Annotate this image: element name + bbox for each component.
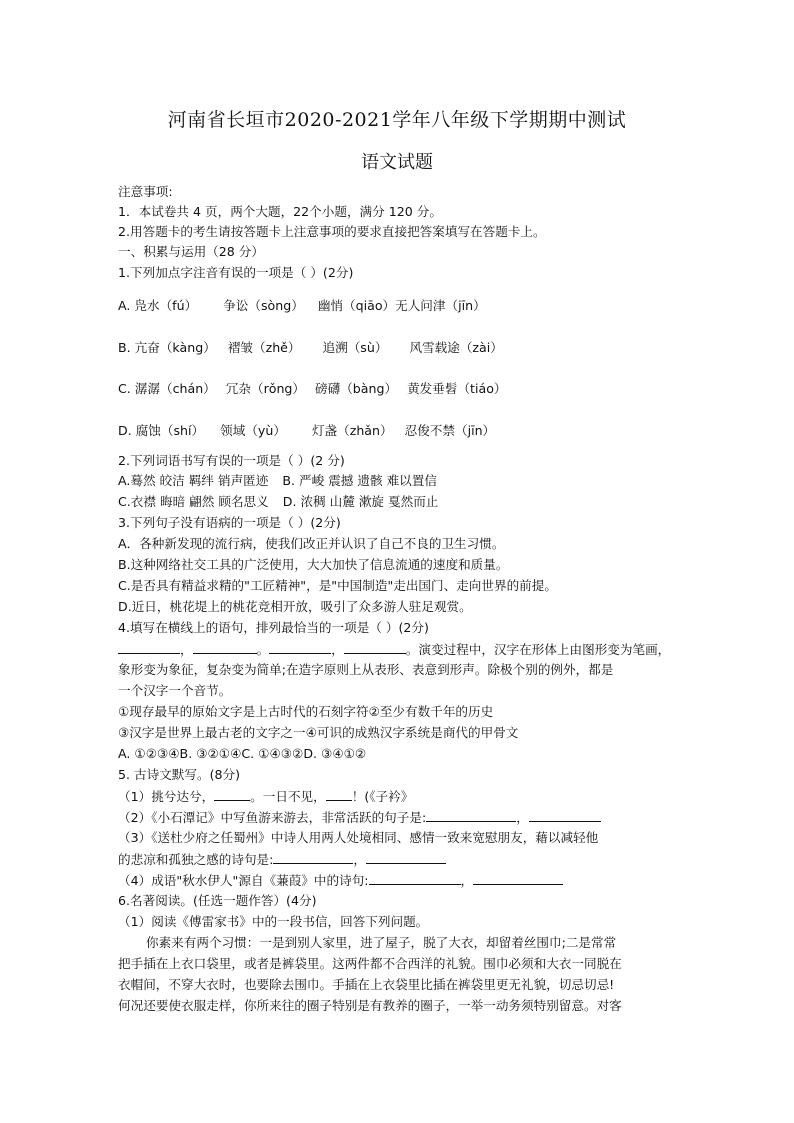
q1-option-a — [118, 298, 486, 314]
q4-text-line: 象形变为象征，复杂变为简单;在造字原则上从表形、表意到形声。除极个别的例外，都是 — [118, 662, 614, 677]
q6-stem: 6.名著阅读。(任选一题作答）(4分) — [118, 893, 317, 908]
q2-row-1 — [118, 473, 437, 489]
answer-blank[interactable] — [366, 851, 446, 864]
q5-item-3-cont — [118, 851, 446, 868]
q1-d-part: 忍俊不禁（jīn） — [404, 423, 496, 438]
answer-blank[interactable] — [118, 641, 180, 654]
q1-d-part: 灯盏（zhǎn） — [311, 423, 393, 438]
q6-passage-line: 衣帽间，不穿大衣时，也要除去围巾。手插在上衣袋里比插在裤袋里更无礼貌，切忌切忌! — [118, 977, 615, 992]
q1-a-part: 幽悄（qiāo）无人问津（jīn） — [317, 298, 486, 313]
q3-stem: 3.下列句子没有语病的一项是（ ）(2分) — [118, 515, 341, 530]
q1-b-part: 褶皱（zhě） — [227, 340, 301, 355]
q6-sub-1: （1）阅读《傅雷家书》中的一段书信，回答下列问题。 — [118, 914, 429, 929]
q5-text: （2）《小石潭记》中写鱼游来游去，非常活跃的句子是: — [118, 810, 427, 825]
q6-passage-line: 把手插在上衣口袋里，或者是裤袋里。这两件都不合西洋的礼貌。围巾必须和大衣一同脱在 — [118, 956, 622, 971]
q5-item-4 — [118, 872, 563, 889]
q1-b-part: B. 亢奋（kàng） — [118, 340, 216, 355]
q5-stem: 5. 古诗文默写。(8分) — [118, 767, 241, 782]
q5-text: （1）挑兮达兮， — [118, 789, 215, 804]
q3-option-d: D.近日，桃花堤上的桃花竞相开放，吸引了众多游人驻足观赏。 — [118, 599, 472, 614]
q1-b-part: 追溯（sù） — [322, 340, 388, 355]
q5-text: （4）成语"秋水伊人"源自《蒹葭》中的诗句: — [118, 873, 369, 888]
q2-option-c: C.衣襟 晦暗 翩然 顾名思义 — [118, 494, 269, 509]
q5-separator: ， — [460, 873, 474, 888]
q5-separator: ， — [353, 852, 366, 867]
q1-option-b — [118, 340, 503, 356]
q2-row-2 — [118, 494, 438, 510]
notes-item-1: 1．本试卷共 4 页，两个大题，22个小题，满分 120 分。 — [118, 204, 442, 219]
q1-c-part: 冗杂（rǒng） — [225, 381, 306, 396]
q6-passage-line: 你素来有两个习惯：一是到别人家里，进了屋子，脱了大衣，却留着丝围巾;二是常常 — [146, 935, 617, 950]
q1-c-part: 磅礴（bàng） — [315, 381, 398, 396]
q3-option-a: A．各种新发现的流行病，使我们改正并认识了自己不良的卫生习惯。 — [118, 536, 505, 551]
q2-option-b: B. 严峻 震撼 遗骸 难以置信 — [282, 473, 437, 488]
page-subtitle: 语文试题 — [361, 152, 433, 173]
q5-item-2 — [118, 809, 601, 826]
q4-choices: A. ①②③④B. ③②①④C. ①④③②D. ③④①② — [118, 746, 367, 761]
notes-item-2: 2.用答题卡的考生请按答题卡上注意事项的要求直接把答案填写在答题卡上。 — [118, 224, 546, 239]
q1-c-part: C. 潺潺（chán） — [118, 381, 216, 396]
q4-sentence-options: ③汉字是世界上最古老的文字之一④可识的成熟汉字系统是商代的甲骨文 — [118, 725, 519, 740]
q2-stem: 2.下列词语书写有误的一项是（ ）(2 分) — [118, 453, 345, 468]
q3-option-c: C.是否具有精益求精的"工匠精神"，是"中国制造"走出国门、走向世界的前提。 — [118, 578, 557, 593]
q3-option-b: B.这种网络社交工具的广泛使用，大大加快了信息流通的速度和质量。 — [118, 557, 509, 572]
q5-item-3: （3）《送杜少府之任蜀州》中诗人用两人处境相同、感情一致来宽慰朋友，藉以减轻他 — [118, 830, 599, 845]
answer-blank[interactable] — [214, 788, 250, 801]
q5-text: ！(《子衿》 — [351, 789, 414, 804]
q1-a-part: 争讼（sòng） — [223, 298, 304, 313]
answer-blank[interactable] — [529, 809, 601, 822]
answer-blank[interactable] — [326, 788, 352, 801]
answer-blank[interactable] — [193, 641, 257, 654]
q1-option-d — [118, 423, 495, 439]
q4-separator: ， — [331, 642, 344, 657]
q4-text: 。演变过程中，汉字在形体上由图形变为笔画， — [405, 642, 671, 657]
q5-separator: ， — [516, 810, 529, 825]
answer-blank[interactable] — [426, 809, 516, 822]
q5-text: 的悲凉和孤独之感的诗句是: — [118, 852, 274, 867]
q1-a-part: A. 凫水（fú） — [118, 298, 198, 313]
q6-passage-line: 何况还要使衣服走样，你所来往的圈子特别是有教养的圈子，一举一动务须特别留意。对客 — [118, 998, 622, 1013]
q2-option-d: D. 浓稠 山麓 漱旋 戛然而止 — [282, 494, 439, 509]
q1-c-part: 黄发垂髫（tiáo） — [407, 381, 507, 396]
q4-blank-line — [118, 641, 670, 658]
q1-b-part: 风雪载途（zài） — [409, 340, 503, 355]
q4-text-line: 一个汉字一个音节。 — [118, 683, 232, 698]
answer-blank[interactable] — [273, 851, 353, 864]
q1-d-part: D. 腐蚀（shí） — [118, 423, 205, 438]
page-title: 河南省长垣市2020-2021学年八年级下学期期中测试 — [167, 109, 627, 131]
answer-blank[interactable] — [473, 872, 563, 885]
q4-separator: 。 — [256, 642, 270, 657]
section-1-heading: 一、积累与运用（28 分） — [118, 244, 264, 259]
answer-blank[interactable] — [369, 872, 461, 885]
answer-blank[interactable] — [344, 641, 406, 654]
q5-item-1 — [118, 788, 413, 805]
q1-d-part: 领域（yù） — [220, 423, 286, 438]
q5-text: 。一日不见， — [250, 789, 326, 804]
q4-stem: 4.填写在横线上的语句，排列最恰当的一项是（ ）(2分) — [118, 620, 429, 635]
q2-option-a: A.蓦然 皎洁 羁绊 销声匿迹 — [118, 473, 269, 488]
notes-heading: 注意事项: — [118, 184, 173, 199]
q1-option-c — [118, 381, 507, 397]
q1-stem: 1.下列加点字注音有误的一项是（ ）(2分) — [118, 265, 354, 280]
q4-sentence-options: ①现存最早的原始文字是上古时代的石刻字符②至少有数千年的历史 — [118, 704, 494, 719]
q4-separator: ， — [180, 642, 193, 657]
answer-blank[interactable] — [269, 641, 331, 654]
